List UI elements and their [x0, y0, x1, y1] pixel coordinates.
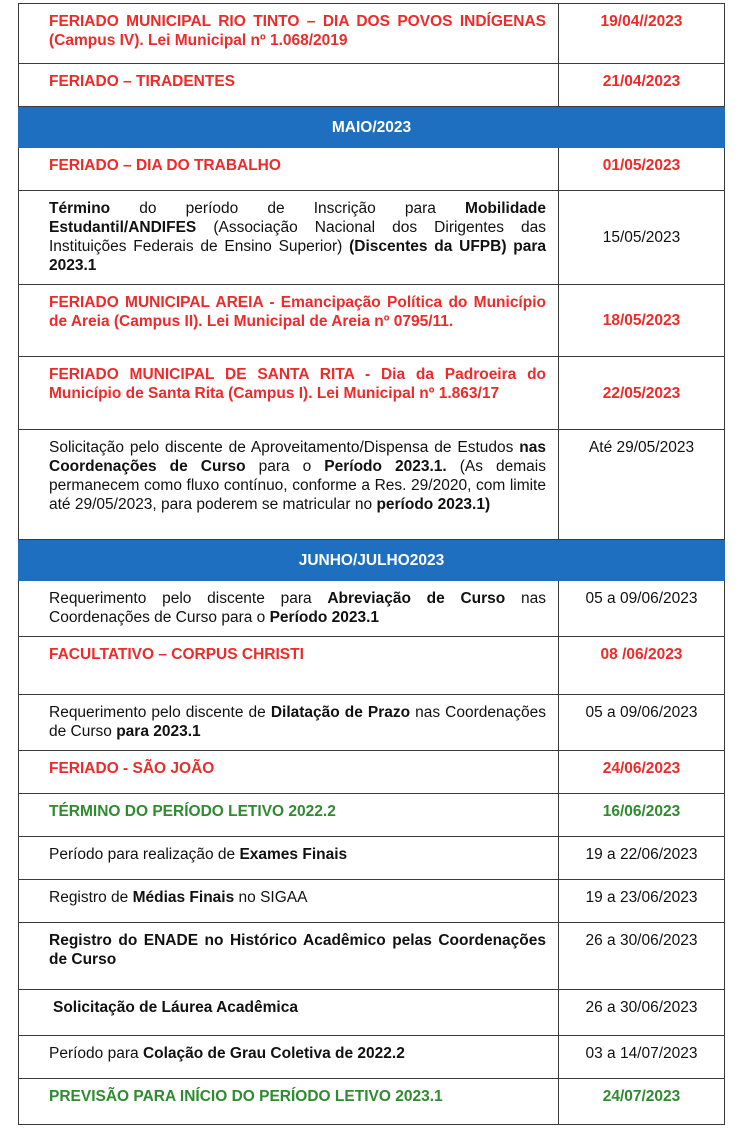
event-text-bold: Abreviação de Curso	[327, 590, 506, 607]
event-description	[19, 430, 559, 540]
event-text-bold: Colação de Grau Coletiva de 2022.2	[142, 1045, 405, 1062]
month-header-row	[19, 540, 725, 581]
event-description	[19, 191, 559, 285]
event-date: 26 a 30/06/2023	[559, 990, 725, 1036]
table-row	[19, 430, 725, 540]
event-date: 19/04//2023	[559, 4, 725, 64]
event-description	[19, 695, 559, 751]
event-text-bold: Médias Finais	[132, 889, 235, 906]
event-text: para o	[245, 458, 325, 475]
event-text: Requerimento pelo discente de	[49, 704, 271, 721]
event-description: Registro do ENADE no Histórico Acadêmico pelas Coordenações de Curso	[19, 923, 559, 990]
event-text: do período de Inscrição para	[110, 200, 466, 217]
table-row	[19, 357, 725, 430]
event-description	[19, 1036, 559, 1079]
event-description: FACULTATIVO – CORPUS CHRISTI	[19, 637, 559, 695]
event-description: FERIADO MUNICIPAL AREIA - Emancipação Política do Município de Areia (Campus II). Lei Municipal de Areia nº 0795/11.	[19, 285, 559, 357]
event-text: Período para realização de	[49, 846, 240, 863]
event-date: 22/05/2023	[559, 357, 725, 430]
event-text-bold: Mobilidade Estudantil/ANDIFES	[49, 200, 546, 236]
event-date: 26 a 30/06/2023	[559, 923, 725, 990]
table-row	[19, 695, 725, 751]
event-text: (Associação Nacional dos Dirigentes das Instituições Federais de Ensino Superior)	[49, 219, 546, 255]
table-row	[19, 64, 725, 107]
event-description: PREVISÃO PARA INÍCIO DO PERÍODO LETIVO 2023.1	[19, 1079, 559, 1125]
event-text: nas Coordenações de Curso para o	[49, 590, 546, 626]
event-description: FERIADO MUNICIPAL RIO TINTO – DIA DOS POVOS INDÍGENAS (Campus IV). Lei Municipal nº 1.068/2019	[19, 4, 559, 64]
month-header: JUNHO/JULHO2023	[19, 540, 725, 581]
event-text: no SIGAA	[234, 889, 308, 906]
event-date: 18/05/2023	[559, 285, 725, 357]
table-row	[19, 837, 725, 880]
event-description: FERIADO MUNICIPAL DE SANTA RITA - Dia da Padroeira do Município de Santa Rita (Campus I). Lei Municipal nº 1.863/17	[19, 357, 559, 430]
event-date: 05 a 09/06/2023	[559, 695, 725, 751]
event-description: TÉRMINO DO PERÍODO LETIVO 2022.2	[19, 794, 559, 837]
event-date: 19 a 22/06/2023	[559, 837, 725, 880]
event-text-bold: nas Coordenações de Curso	[49, 439, 546, 475]
table-row	[19, 191, 725, 285]
table-row	[19, 148, 725, 191]
table-row	[19, 285, 725, 357]
table-row	[19, 751, 725, 794]
table-row	[19, 1036, 725, 1079]
event-date: 15/05/2023	[559, 191, 725, 285]
event-date: 24/06/2023	[559, 751, 725, 794]
event-text-bold: Período 2023.1	[269, 609, 380, 626]
event-date: 03 a 14/07/2023	[559, 1036, 725, 1079]
event-date: Até 29/05/2023	[559, 430, 725, 540]
event-text: Período para	[49, 1045, 143, 1062]
event-description: FERIADO – TIRADENTES	[19, 64, 559, 107]
event-description	[19, 837, 559, 880]
event-description	[19, 581, 559, 637]
month-header: MAIO/2023	[19, 107, 725, 148]
event-description	[19, 880, 559, 923]
event-text: nas Coordenações de Curso	[49, 704, 546, 740]
table-row	[19, 1079, 725, 1125]
event-text: Registro de	[49, 889, 133, 906]
event-description: FERIADO - SÃO JOÃO	[19, 751, 559, 794]
event-date: 08 /06/2023	[559, 637, 725, 695]
month-header-row	[19, 107, 725, 148]
event-text: Requerimento pelo discente para	[49, 590, 328, 607]
calendar-document	[18, 3, 724, 1125]
event-text: (As demais permanecem como fluxo contínuo, conforme a Res. 29/2020, com limite até 29/05/2023, para poderem se matricular no	[49, 458, 546, 513]
event-date: 16/06/2023	[559, 794, 725, 837]
table-row	[19, 880, 725, 923]
event-date: 01/05/2023	[559, 148, 725, 191]
academic-calendar-table	[18, 3, 725, 1125]
event-description: FERIADO – DIA DO TRABALHO	[19, 148, 559, 191]
event-description: Solicitação de Láurea Acadêmica	[19, 990, 559, 1036]
event-text-bold: Dilatação de Prazo	[270, 704, 411, 721]
table-row	[19, 794, 725, 837]
event-text-bold: Exames Finais	[239, 846, 348, 863]
table-row	[19, 637, 725, 695]
table-row	[19, 581, 725, 637]
event-date: 19 a 23/06/2023	[559, 880, 725, 923]
table-row	[19, 990, 725, 1036]
event-text-bold: Período 2023.1.	[324, 458, 447, 475]
event-text: Solicitação pelo discente de Aproveitamento/Dispensa de Estudos	[49, 439, 520, 456]
event-text-bold: para 2023.1	[116, 723, 201, 740]
event-date: 21/04/2023	[559, 64, 725, 107]
event-date: 24/07/2023	[559, 1079, 725, 1125]
event-text-bold: período 2023.1)	[376, 496, 491, 513]
event-text-bold: (Discentes da UFPB) para 2023.1	[49, 238, 546, 274]
event-text-bold: Término	[49, 200, 111, 217]
table-row	[19, 923, 725, 990]
table-row	[19, 4, 725, 64]
event-date: 05 a 09/06/2023	[559, 581, 725, 637]
